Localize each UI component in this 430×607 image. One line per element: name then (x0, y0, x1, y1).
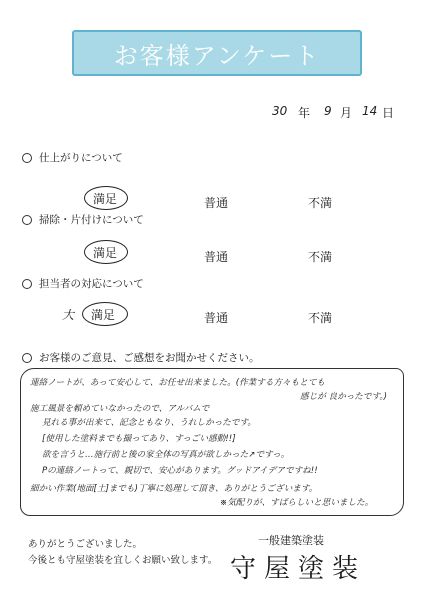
page-title: お客様アンケート (113, 41, 321, 70)
comment-line: 感じが 良かったです。) (300, 392, 388, 402)
title-banner (72, 30, 362, 76)
comment-line: Pの連絡ノートって、親切で、安心があります。グッドアイデアですね!! (42, 466, 318, 476)
date-month-unit: 月 (340, 106, 353, 120)
bullet-icon (22, 153, 32, 163)
comment-label: お客様のご意見、ご感想をお聞かせください。 (39, 352, 260, 364)
option-dissatisfied[interactable]: 不満 (308, 196, 333, 210)
question-label: 掃除・片付けについて (39, 214, 144, 226)
date-day: 14 (362, 104, 378, 118)
option-average[interactable]: 普通 (204, 250, 229, 264)
comment-prompt (22, 350, 260, 365)
thanks-line-1: ありがとうございました。 (28, 539, 143, 550)
option-satisfied[interactable]: 満足 (93, 246, 118, 260)
question-staff (22, 276, 144, 291)
bullet-icon (22, 353, 32, 363)
date-year-unit: 年 (298, 106, 311, 120)
date-day-unit: 日 (382, 106, 395, 120)
option-dissatisfied[interactable]: 不満 (308, 311, 333, 325)
company-name: 守屋塗装 (230, 554, 367, 584)
handwritten-emphasis: 大 (62, 308, 75, 322)
question-cleanup (22, 212, 144, 227)
option-average[interactable]: 普通 (204, 311, 229, 325)
comment-line: ※気配りが、すばらしいと思いました。 (220, 498, 374, 508)
question-quality (22, 150, 123, 165)
comment-line: 細かい作業(地面[土]までも)丁寧に処理して頂き、ありがとうございます。 (30, 484, 318, 494)
comment-line: 施工風景を頼めていなかったので、アルバムで (30, 404, 210, 414)
comment-line: 連絡ノートが、あって安心して、お任せ出来ました。(作業する方々もとても (30, 378, 326, 388)
option-dissatisfied[interactable]: 不満 (308, 250, 333, 264)
question-label: 仕上がりについて (39, 152, 123, 164)
question-label: 担当者の対応について (39, 278, 144, 290)
company-category: 一般建築塗装 (258, 534, 324, 547)
date-month: 9 (324, 104, 332, 118)
option-satisfied[interactable]: 満足 (91, 308, 116, 322)
option-average[interactable]: 普通 (204, 196, 229, 210)
thanks-line-2: 今後とも守屋塗装を宜しくお願い致します。 (28, 555, 218, 566)
comment-line: 欲を言うと…施行前と後の家全体の写真が欲しかった↗ですっ。 (42, 450, 290, 460)
date-year: 30 (272, 104, 288, 118)
comment-line: 見れる事が出来て、記念ともなり、うれしかったです。 (42, 418, 256, 428)
option-satisfied[interactable]: 満足 (93, 192, 118, 206)
bullet-icon (22, 279, 32, 289)
bullet-icon (22, 215, 32, 225)
comment-line: [使用した塗料までも撮ってあり、すっごい感動!!] (42, 434, 236, 444)
